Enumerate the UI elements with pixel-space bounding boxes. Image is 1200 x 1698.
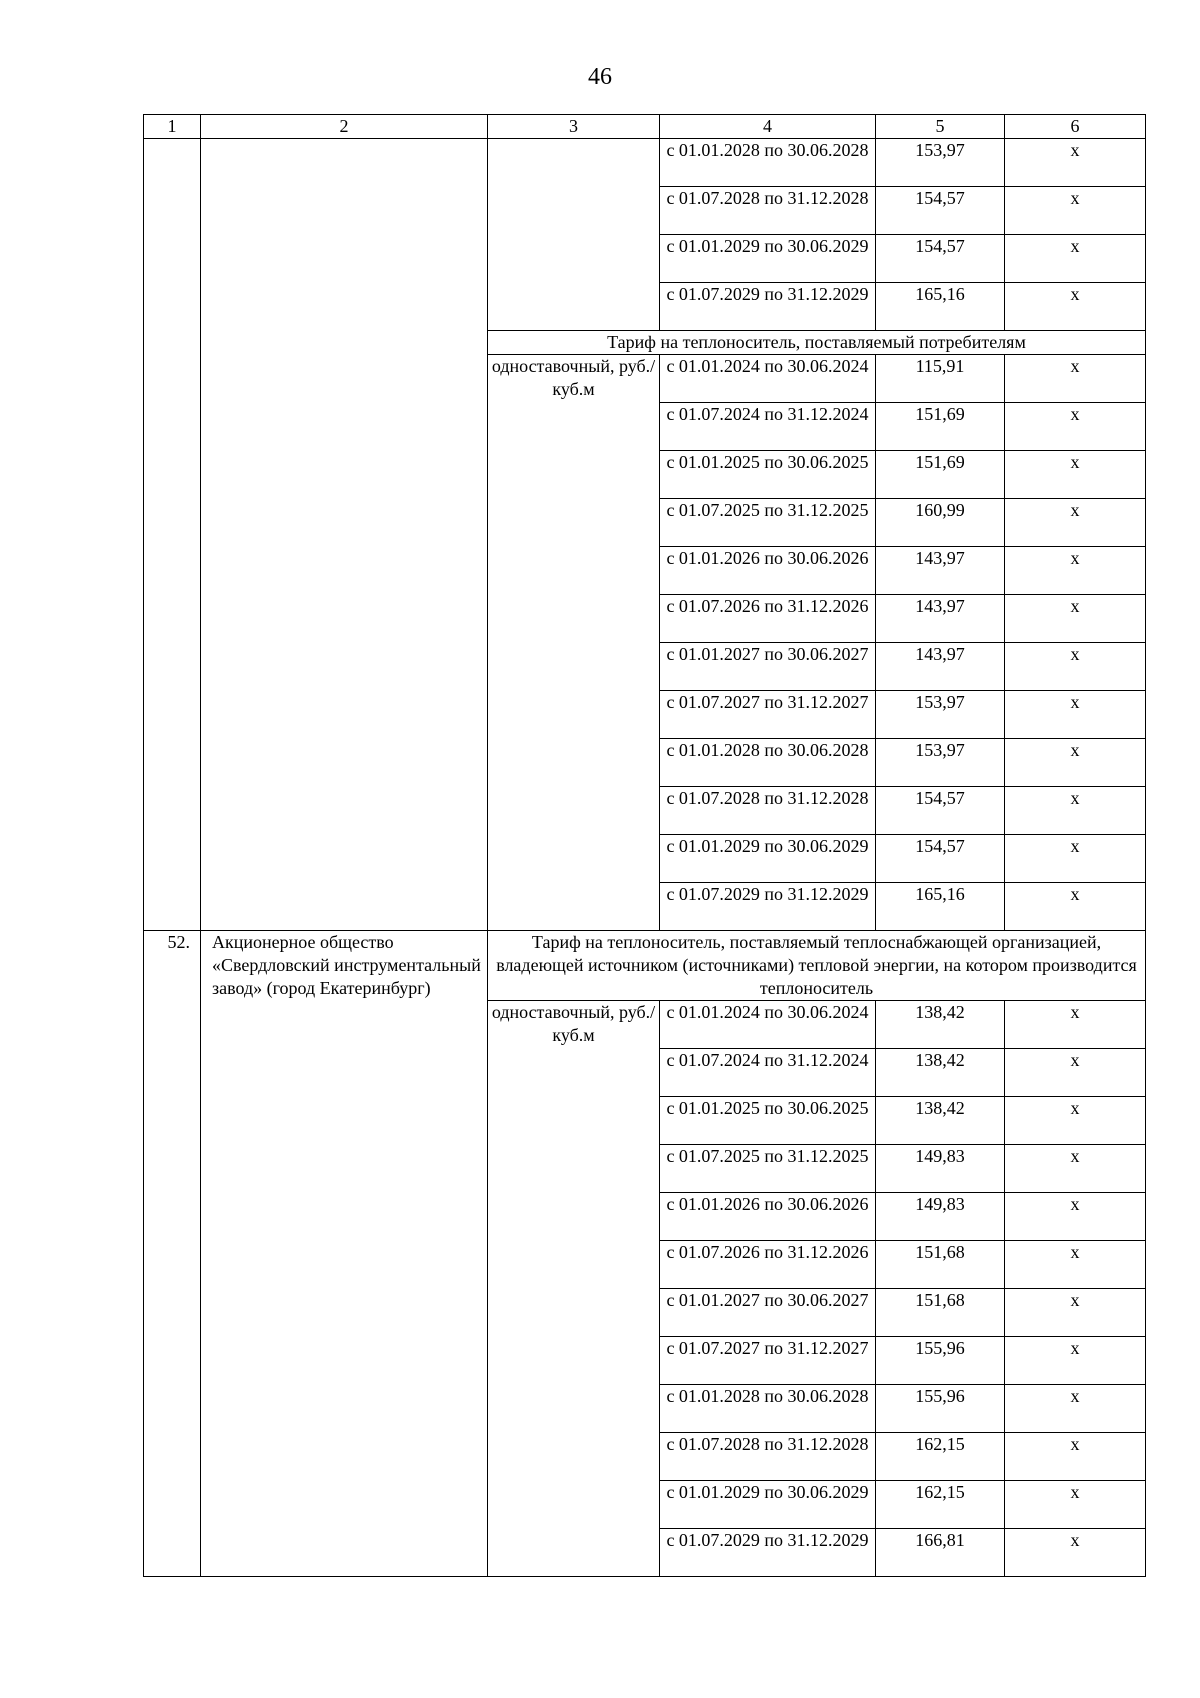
tariff-value-cell: 162,15 [876, 1433, 1005, 1481]
period-cell: с 01.07.2028 по 31.12.2028 [660, 187, 876, 235]
column6-cell: х [1005, 691, 1146, 739]
column6-cell: х [1005, 883, 1146, 931]
organization-cell [201, 139, 488, 931]
tariff-value-cell: 153,97 [876, 691, 1005, 739]
rate-type-cell: одноставочный, руб./куб.м [488, 1001, 660, 1577]
period-cell: с 01.01.2026 по 30.06.2026 [660, 1193, 876, 1241]
period-cell: с 01.01.2028 по 30.06.2028 [660, 1385, 876, 1433]
period-cell: с 01.07.2026 по 31.12.2026 [660, 595, 876, 643]
organization-cell: Акционерное общество «Свердловский инструментальный завод» (город Екатеринбург) [201, 931, 488, 1577]
tariff-value-cell: 155,96 [876, 1385, 1005, 1433]
column6-cell: х [1005, 547, 1146, 595]
column6-cell: х [1005, 355, 1146, 403]
tariff-value-cell: 154,57 [876, 235, 1005, 283]
tariff-value-cell: 162,15 [876, 1481, 1005, 1529]
period-cell: с 01.01.2026 по 30.06.2026 [660, 547, 876, 595]
period-cell: с 01.01.2024 по 30.06.2024 [660, 1001, 876, 1049]
tariff-value-cell: 115,91 [876, 355, 1005, 403]
tariff-value-cell: 149,83 [876, 1193, 1005, 1241]
tariff-value-cell: 151,69 [876, 451, 1005, 499]
period-cell: с 01.07.2029 по 31.12.2029 [660, 883, 876, 931]
tariff-value-cell: 153,97 [876, 739, 1005, 787]
period-cell: с 01.07.2027 по 31.12.2027 [660, 1337, 876, 1385]
column-header: 1 [144, 115, 201, 139]
column6-cell: х [1005, 1433, 1146, 1481]
tariff-value-cell: 143,97 [876, 643, 1005, 691]
period-cell: с 01.07.2028 по 31.12.2028 [660, 1433, 876, 1481]
column6-cell: х [1005, 187, 1146, 235]
column-header: 5 [876, 115, 1005, 139]
tariff-value-cell: 160,99 [876, 499, 1005, 547]
section-title: Тариф на теплоноситель, поставляемый потребителям [488, 331, 1146, 355]
column6-cell: х [1005, 787, 1146, 835]
column6-cell: х [1005, 1049, 1146, 1097]
tariff-table [143, 114, 1146, 1577]
period-cell: с 01.07.2024 по 31.12.2024 [660, 403, 876, 451]
column6-cell: х [1005, 1385, 1146, 1433]
period-cell: с 01.07.2029 по 31.12.2029 [660, 283, 876, 331]
tariff-value-cell: 155,96 [876, 1337, 1005, 1385]
tariff-value-cell: 165,16 [876, 883, 1005, 931]
period-cell: с 01.07.2025 по 31.12.2025 [660, 1145, 876, 1193]
period-cell: с 01.01.2027 по 30.06.2027 [660, 1289, 876, 1337]
period-cell: с 01.07.2024 по 31.12.2024 [660, 1049, 876, 1097]
column6-cell: х [1005, 1241, 1146, 1289]
period-cell: с 01.01.2029 по 30.06.2029 [660, 1481, 876, 1529]
column-header-row [144, 115, 1146, 139]
section-title: Тариф на теплоноситель, поставляемый теплоснабжающей организацией, владеющей источником (источниками) тепловой энергии, на котором производится теплоноситель [488, 931, 1146, 1001]
column6-cell: х [1005, 1001, 1146, 1049]
period-cell: с 01.07.2026 по 31.12.2026 [660, 1241, 876, 1289]
period-cell: с 01.01.2029 по 30.06.2029 [660, 235, 876, 283]
tariff-value-cell: 151,68 [876, 1241, 1005, 1289]
column-header: 4 [660, 115, 876, 139]
entry-number-cell [144, 139, 201, 931]
period-cell: с 01.01.2028 по 30.06.2028 [660, 139, 876, 187]
tariff-value-cell: 151,69 [876, 403, 1005, 451]
section-title-row [144, 931, 1146, 1001]
tariff-value-cell: 154,57 [876, 835, 1005, 883]
tariff-value-cell: 151,68 [876, 1289, 1005, 1337]
tariff-value-cell: 165,16 [876, 283, 1005, 331]
tariff-value-cell: 166,81 [876, 1529, 1005, 1577]
column6-cell: х [1005, 1193, 1146, 1241]
column6-cell: х [1005, 235, 1146, 283]
period-cell: с 01.01.2025 по 30.06.2025 [660, 451, 876, 499]
column6-cell: х [1005, 1529, 1146, 1577]
tariff-value-cell: 138,42 [876, 1001, 1005, 1049]
column-header: 2 [201, 115, 488, 139]
column6-cell: х [1005, 595, 1146, 643]
table-row [144, 139, 1146, 187]
column6-cell: х [1005, 835, 1146, 883]
column6-cell: х [1005, 403, 1146, 451]
column6-cell: х [1005, 1337, 1146, 1385]
column6-cell: х [1005, 1097, 1146, 1145]
column6-cell: х [1005, 451, 1146, 499]
tariff-value-cell: 143,97 [876, 547, 1005, 595]
rate-type-cell: одноставочный, руб./куб.м [488, 355, 660, 931]
period-cell: с 01.01.2028 по 30.06.2028 [660, 739, 876, 787]
period-cell: с 01.01.2029 по 30.06.2029 [660, 835, 876, 883]
tariff-value-cell: 138,42 [876, 1097, 1005, 1145]
period-cell: с 01.07.2028 по 31.12.2028 [660, 787, 876, 835]
period-cell: с 01.07.2029 по 31.12.2029 [660, 1529, 876, 1577]
period-cell: с 01.07.2027 по 31.12.2027 [660, 691, 876, 739]
column6-cell: х [1005, 643, 1146, 691]
column-header: 6 [1005, 115, 1146, 139]
rate-type-cell [488, 139, 660, 331]
tariff-value-cell: 154,57 [876, 787, 1005, 835]
period-cell: с 01.01.2027 по 30.06.2027 [660, 643, 876, 691]
column-header: 3 [488, 115, 660, 139]
period-cell: с 01.07.2025 по 31.12.2025 [660, 499, 876, 547]
column6-cell: х [1005, 739, 1146, 787]
column6-cell: х [1005, 283, 1146, 331]
page-number: 46 [588, 64, 612, 90]
column6-cell: х [1005, 1145, 1146, 1193]
tariff-value-cell: 143,97 [876, 595, 1005, 643]
tariff-value-cell: 153,97 [876, 139, 1005, 187]
tariff-value-cell: 154,57 [876, 187, 1005, 235]
period-cell: с 01.01.2025 по 30.06.2025 [660, 1097, 876, 1145]
column6-cell: х [1005, 499, 1146, 547]
period-cell: с 01.01.2024 по 30.06.2024 [660, 355, 876, 403]
tariff-value-cell: 138,42 [876, 1049, 1005, 1097]
entry-number-cell: 52. [144, 931, 201, 1577]
tariff-table-body [144, 115, 1146, 1577]
tariff-value-cell: 149,83 [876, 1145, 1005, 1193]
column6-cell: х [1005, 1481, 1146, 1529]
column6-cell: х [1005, 139, 1146, 187]
column6-cell: х [1005, 1289, 1146, 1337]
